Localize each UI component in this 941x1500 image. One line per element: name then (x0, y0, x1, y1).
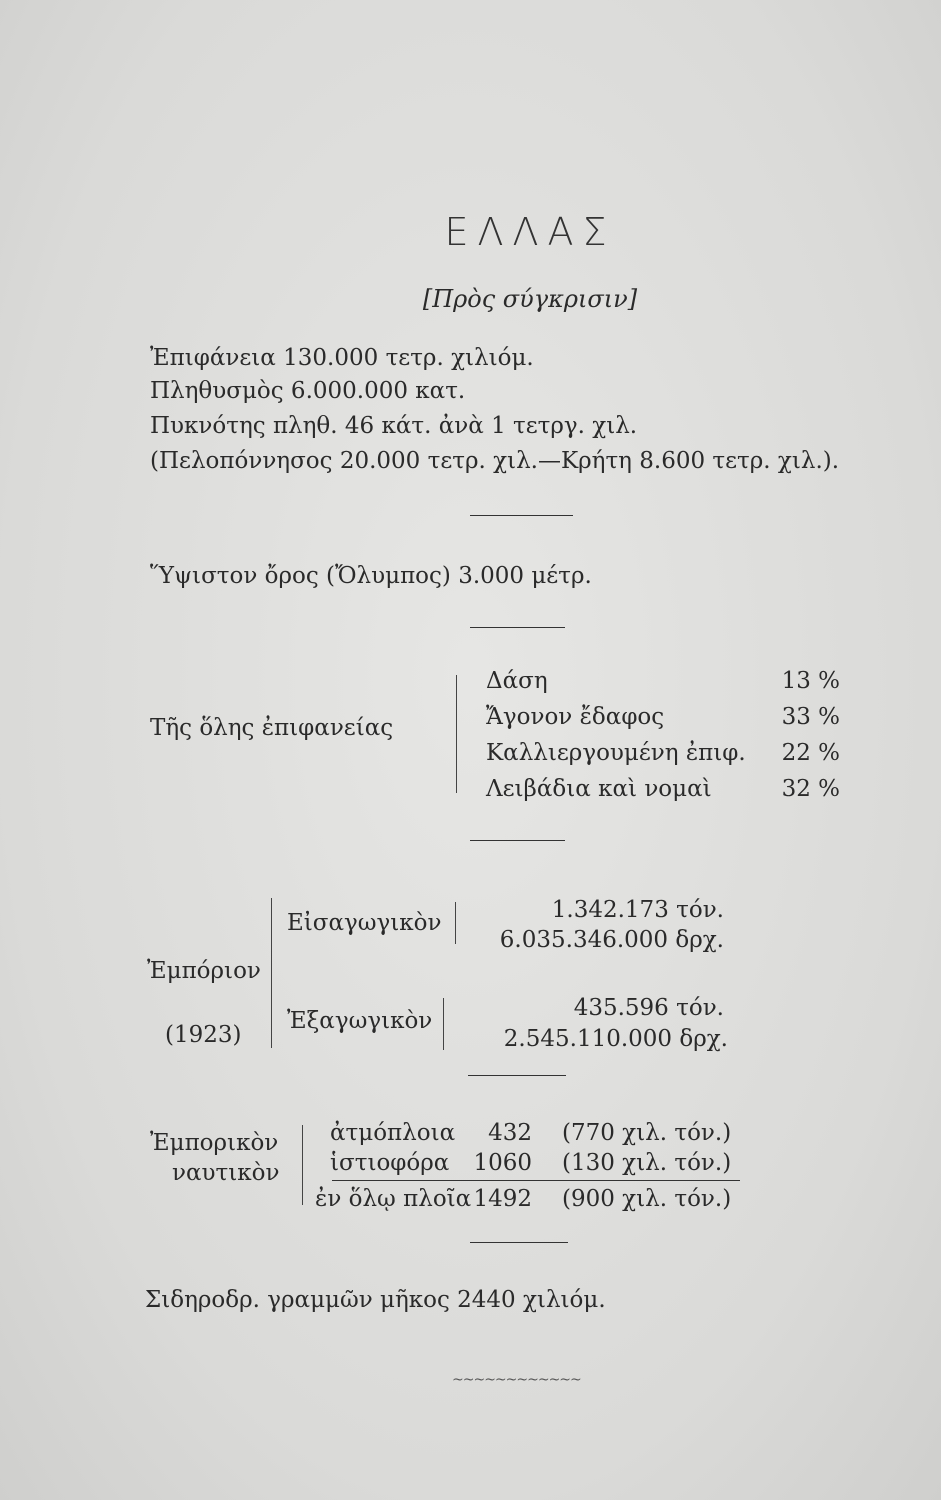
density-line: Πυκνότης πληθ. 46 κάτ. ἀνὰ 1 τετργ. χιλ. (150, 413, 638, 439)
railway-line: Σιδηροδρ. γραμμῶν μῆκος 2440 χιλιόμ. (145, 1287, 606, 1313)
land-brace (456, 675, 457, 793)
fleet-label: Ἐμπορικὸν (150, 1130, 279, 1156)
land-label: Τῆς ὅλης ἐπιφανείας (150, 715, 394, 741)
fleet-type: ἀτμόπλοια (330, 1120, 456, 1146)
divider (470, 1242, 568, 1243)
fleet-count: 432 (488, 1120, 532, 1146)
fleet-tonnage: (130 χιλ. τόν.) (562, 1150, 732, 1176)
divider (470, 840, 565, 841)
divider (468, 1075, 566, 1076)
mountain-line: Ὕψιστον ὄρος (Ὄλυμπος) 3.000 μέτρ. (150, 563, 592, 589)
sum-rule (332, 1180, 740, 1181)
land-row-name: Καλλιεργουμένη ἐπιφ. (486, 740, 746, 766)
fleet-total-count: 1492 (473, 1186, 532, 1212)
land-row-pct: 33 % (781, 704, 840, 730)
fleet-brace (302, 1125, 303, 1205)
fleet-tonnage: (770 χιλ. τόν.) (562, 1120, 732, 1146)
import-label: Εἰσαγωγικὸν (287, 910, 442, 936)
fleet-total-label: ἐν ὅλῳ πλοῖα (315, 1186, 472, 1212)
land-row-name: Λειβάδια καὶ νομαὶ (486, 776, 712, 802)
export-tons: 435.596 τόν. (573, 995, 724, 1021)
divider (470, 515, 573, 516)
import-value: 6.035.346.000 δρχ. (499, 927, 724, 953)
land-row-name: Δάση (486, 668, 548, 694)
land-row-pct: 32 % (781, 776, 840, 802)
divider (470, 627, 565, 628)
trade-brace (271, 898, 272, 1048)
fleet-label: ναυτικὸν (172, 1160, 280, 1186)
land-row-pct: 22 % (781, 740, 840, 766)
export-label: Ἐξαγωγικὸν (287, 1008, 433, 1034)
page-subtitle: [Πρὸς σύγκρισιν] (422, 285, 638, 313)
import-brace (455, 902, 456, 944)
trade-label: Ἐμπόριον (147, 958, 261, 984)
land-row-pct: 13 % (781, 668, 840, 694)
land-row-name: Ἄγονον ἔδαφος (486, 704, 665, 730)
population-line: Πληθυσμὸς 6.000.000 κατ. (150, 378, 466, 404)
export-brace (443, 998, 444, 1050)
import-tons: 1.342.173 τόν. (551, 897, 724, 923)
fleet-type: ἱστιοφόρα (330, 1150, 450, 1176)
ornament: ~~~~~~~~~~~~ (452, 1372, 581, 1388)
regions-line: (Πελοπόννησος 20.000 τετρ. χιλ.—Κρήτη 8.600 τετρ. χιλ.). (150, 448, 840, 474)
page-title: ΕΛΛΑΣ (444, 210, 616, 254)
fleet-total-tonnage: (900 χιλ. τόν.) (562, 1186, 732, 1212)
fleet-count: 1060 (473, 1150, 532, 1176)
export-value: 2.545.110.000 δρχ. (503, 1026, 728, 1052)
surface-line: Ἐπιφάνεια 130.000 τετρ. χιλιόμ. (150, 345, 534, 371)
trade-year: (1923) (165, 1022, 242, 1048)
